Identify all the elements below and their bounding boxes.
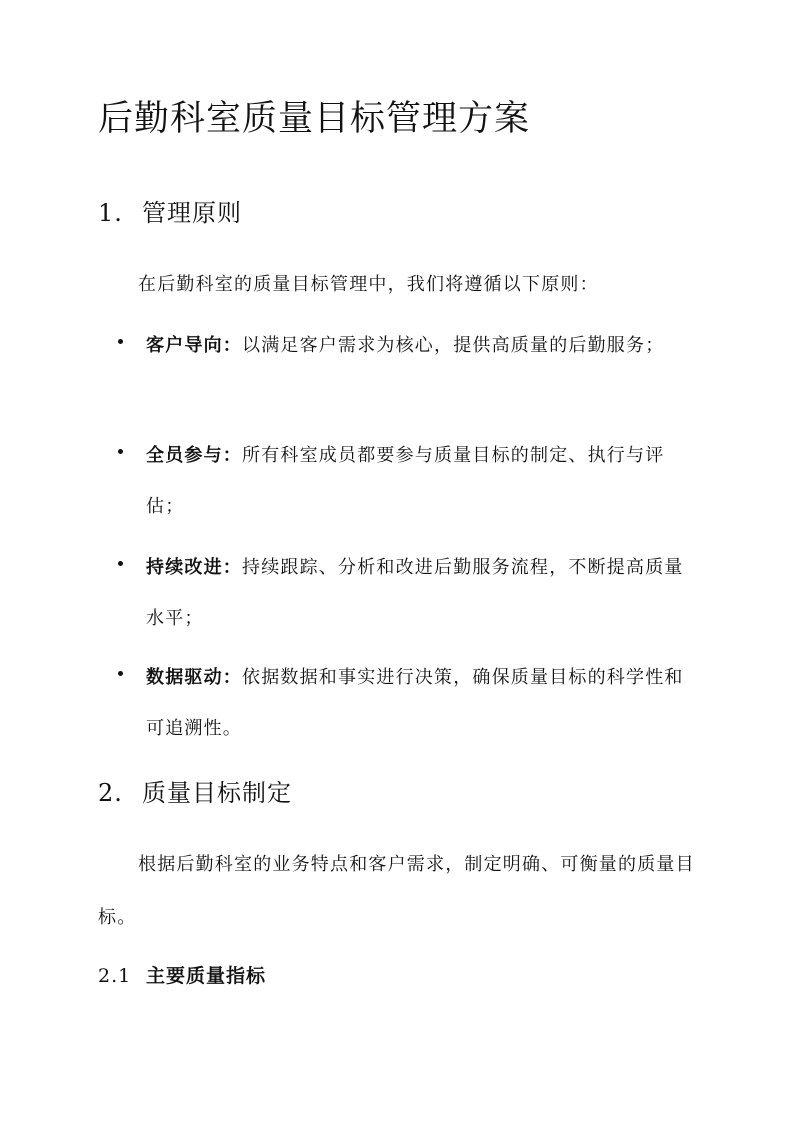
bullet-item [118,430,698,532]
bullet-item [118,652,698,754]
bullet-item [118,320,698,371]
subsection-title: 主要质量指标 [146,965,267,987]
subsection-heading [98,961,266,991]
section-heading-1 [98,196,242,230]
section-title: 质量目标制定 [142,779,292,807]
bullet-text: 依据数据和事实进行决策，确保质量目标的科学性和可追溯性。 [146,667,684,739]
bullet-text: 所有科室成员都要参与质量目标的制定、执行与评估； [146,445,665,517]
bullet-dot [118,339,123,344]
document-title: 后勤科室质量目标管理方案 [98,99,531,139]
section-intro: 根据后勤科室的业务特点和客户需求，制定明确、可衡量的质量目标。 [98,854,695,928]
bullet-dot [118,671,123,676]
bullet-term: 持续改进： [146,557,242,578]
section-heading-2 [98,776,292,810]
bullet-term: 全员参与： [146,445,242,466]
bullet-term: 客户导向： [146,335,242,356]
section-intro: 在后勤科室的质量目标管理中，我们将遵循以下原则： [138,274,599,295]
section-number: 2. [98,779,123,807]
bullet-text: 持续跟踪、分析和改进后勤服务流程，不断提高质量水平； [146,557,684,629]
bullet-term: 数据驱动： [146,667,242,688]
bullet-item [118,542,698,644]
subsection-number: 2.1 [98,965,132,987]
bullet-dot [118,449,123,454]
bullet-text: 以满足客户需求为核心，提供高质量的后勤服务； [242,335,665,356]
bullet-dot [118,561,123,566]
section-number: 1. [98,199,123,227]
section-title: 管理原则 [142,199,242,227]
